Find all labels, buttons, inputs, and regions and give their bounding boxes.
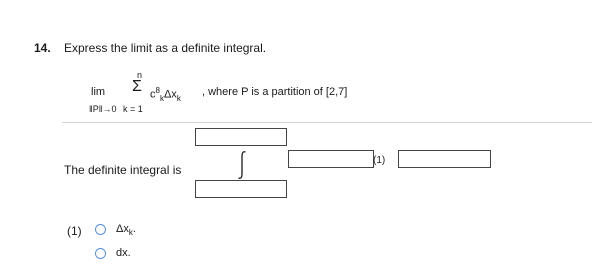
lower-limit-input[interactable]	[195, 180, 287, 198]
coefficient: c	[150, 88, 156, 101]
limit-subscript: ‖P‖→0	[89, 104, 117, 114]
integrand-input[interactable]	[288, 150, 374, 168]
summand	[150, 86, 181, 103]
answer-label: The definite integral is	[64, 163, 182, 177]
integral-sign-icon	[236, 150, 248, 180]
delta-x-index: k	[176, 93, 181, 103]
radio-option-dx[interactable]	[95, 248, 106, 259]
sigma-symbol: Σ	[132, 78, 142, 95]
delta-x: Δx	[163, 88, 177, 101]
choices-label: (1)	[67, 224, 82, 238]
option-dx-label: dx.	[116, 247, 131, 259]
limit-word: lim	[91, 86, 106, 98]
question-prompt: Express the limit as a definite integral.	[64, 41, 267, 55]
option-1-text: Δx	[116, 223, 129, 235]
option-1-suffix: .	[132, 223, 136, 235]
divider	[62, 122, 592, 123]
differential-input[interactable]	[398, 150, 491, 168]
coefficient-index: k	[159, 93, 164, 103]
option-1-sub: k	[128, 228, 133, 238]
question-number: 14.	[34, 41, 51, 55]
coefficient-power: 8	[155, 86, 160, 95]
sum-lower-bound: k = 1	[123, 104, 143, 114]
radio-option-delta-x[interactable]	[95, 224, 106, 235]
sum-upper-bound: n	[137, 70, 143, 80]
partition-condition: , where P is a partition of [2,7]	[202, 86, 348, 98]
upper-limit-input[interactable]	[195, 128, 287, 146]
dropdown-reference: (1)	[373, 155, 386, 166]
option-delta-x-label	[116, 223, 136, 237]
